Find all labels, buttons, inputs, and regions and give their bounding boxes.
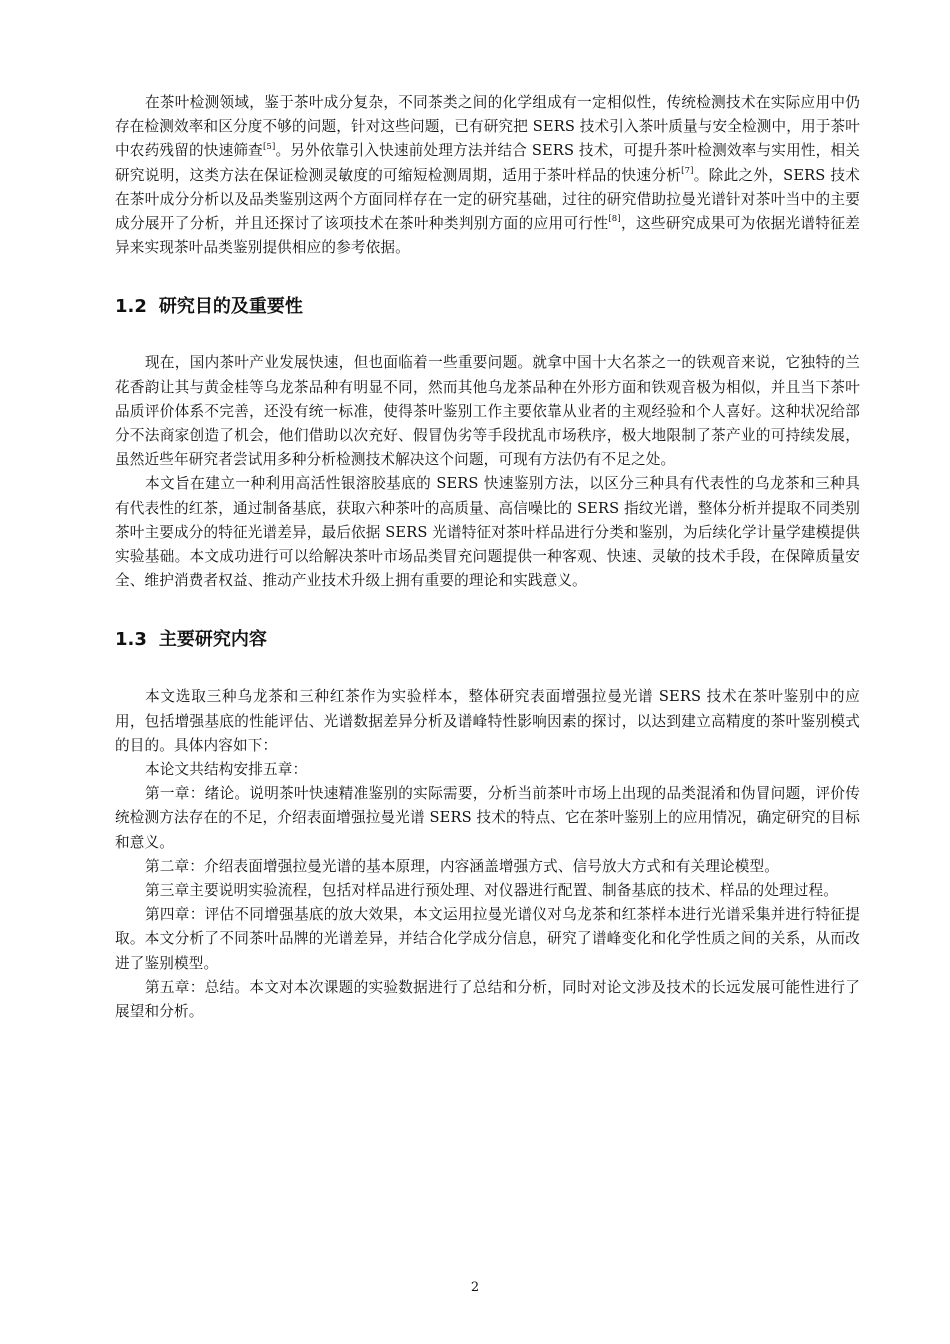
intro-text-part-2: 。另外依靠引入快速前处理方法并结合 SERS 技术，可提升茶叶检测效率与实用性，相关研究说明，这类方法在保证检测灵敏度的可缩短检测周期，适用于茶叶样品的快速分析 [115,142,860,184]
body-paragraph: 现在，国内茶叶产业发展快速，但也面临着一些重要问题。就拿中国十大名茶之一的铁观音来说，它独特的兰花香韵让其与黄金桂等乌龙茶品种有明显不同，然而其他乌龙茶品种在外形方面和铁观音极为相似，并且当下茶叶品质评价体系不完善，还没有统一标准，使得茶叶鉴别工作主要依靠从业者的主观经验和个人喜好。这种状况给部分不法商家创造了机会，他们借助以次充好、假冒伪劣等手段扰乱市场秩序，极大地限制了茶产业的可持续发展，虽然近些年研究者尝试用多种分析检测技术解决这个问题，可现有方法仍有不足之处。 [115,354,860,469]
section-number: 1.2 [115,296,147,318]
intro-text-part-4: ，这些研究成果可为依据光谱特征差异来实现茶叶品类鉴别提供相应的参考依据。 [115,215,861,257]
intro-text-part-1: 在茶叶检测领域，鉴于茶叶成分复杂，不同茶类之间的化学组成有一定相似性，传统检测技术在实际应用中仍存在检测效率和区分度不够的问题，针对这些问题，已有研究把 SERS 技术引入茶叶质量与安全检测中，用于茶叶中农药残留的快速筛查 [115,94,860,160]
page-number: 2 [470,1280,480,1295]
section-title: 主要研究内容 [158,629,267,651]
section-heading-1-2 [115,294,860,320]
body-paragraph: 本论文共结构安排五章： [145,761,308,779]
chapter-1-summary: 第一章：绪论。说明茶叶快速精准鉴别的实际需要，分析当前茶叶市场上出现的品类混淆和伪冒问题，评价传统检测方法存在的不足，介绍表面增强拉曼光谱 SERS 技术的特点、它在茶叶鉴别上的应用情况，确定研究的目标和意义。 [115,785,860,851]
chapter-5-summary: 第五章：总结。本文对本次课题的实验数据进行了总结和分析，同时对论文涉及技术的长远发展可能性进行了展望和分析。 [115,978,860,1021]
page-body [115,91,860,1024]
intro-text-part-3: 。除此之外，SERS 技术在茶叶成分分析以及品类鉴别这两个方面同样存在一定的研究基础，过往的研究借助拉曼光谱针对茶叶当中的主要成分展开了分析，并且还探讨了该项技术在茶叶种类判别方面的应用可行性 [115,166,860,233]
citation-7: [7] [681,165,694,176]
intro-paragraph [115,91,860,260]
chapter-2-summary: 第二章：介绍表面增强拉曼光谱的基本原理，内容涵盖增强方式、信号放大方式和有关理论模型。 [145,857,779,875]
body-paragraph: 本文旨在建立一种利用高活性银溶胶基底的 SERS 快速鉴别方法，以区分三种具有代表性的乌龙茶和三种具有代表性的红茶，通过制备基底，获取六种茶叶的高质量、高信噪比的 SERS 指纹光谱，整体分析并提取不同类别茶叶主要成分的特征光谱差异，最后依据 SERS 光谱特征对茶叶样品进行分类和鉴别，为后续化学计量学建模提供实验基础。本文成功进行可以给解决茶叶市场品类冒充问题提供一种客观、快速、灵敏的技术手段，在保障质量安全、维护消费者权益、推动产业技术升级上拥有重要的理论和实践意义。 [115,475,860,590]
chapter-3-summary: 第三章主要说明实验流程，包括对样品进行预处理、对仪器进行配置、制备基底的技术、样品的处理过程。 [145,882,838,900]
section-title: 研究目的及重要性 [158,296,303,318]
section-number: 1.3 [115,629,147,651]
body-paragraph: 本文选取三种乌龙茶和三种红茶作为实验样本，整体研究表面增强拉曼光谱 SERS 技术在茶叶鉴别中的应用，包括增强基底的性能评估、光谱数据差异分析及谱峰特性影响因素的探讨，以达到建立高精度的茶叶鉴别模式的目的。具体内容如下： [115,688,860,754]
section-heading-1-3 [115,627,860,653]
citation-5: [5] [262,141,276,152]
chapter-4-summary: 第四章：评估不同增强基底的放大效果，本文运用拉曼光谱仪对乌龙茶和红茶样本进行光谱采集并进行特征提取。本文分析了不同茶叶品牌的光谱差异，并结合化学成分信息，研究了谱峰变化和化学性质之间的关系，从而改进了鉴别模型。 [115,906,860,972]
citation-8: [8] [608,214,621,225]
